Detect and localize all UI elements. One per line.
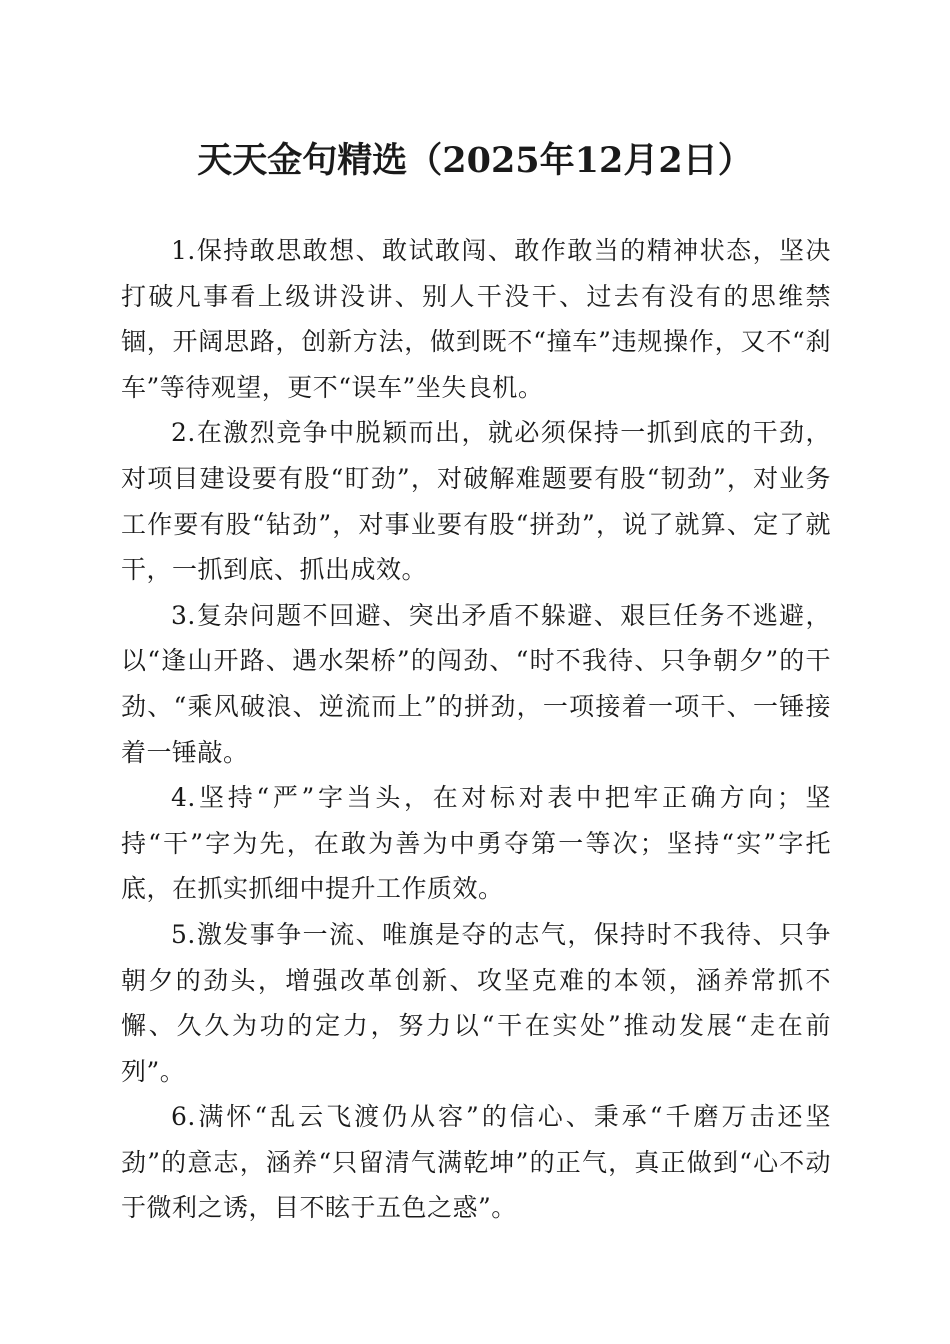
paragraph-1: 1.保持敢思敢想、敢试敢闯、敢作敢当的精神状态，坚决打破凡事看上级讲没讲、别人干没干、过去有没有的思维禁锢，开阔思路，创新方法，做到既不“撞车”违规操作，又不“刹车”等待观望，更不“误车”坐失良机。 [121,236,831,402]
paragraph-3: 3.复杂问题不回避、突出矛盾不躲避、艰巨任务不逃避，以“逢山开路、遇水架桥”的闯劲、“时不我待、只争朝夕”的干劲、“乘风破浪、逆流而上”的拼劲，一项接着一项干、一锤接着一锤敲。 [121,600,831,767]
document-body [121,228,831,1231]
paragraph-2: 2.在激烈竞争中脱颖而出，就必须保持一抓到底的干劲，对项目建设要有股“盯劲”，对破解难题要有股“韧劲”，对业务工作要有股“钻劲”，对事业要有股“拼劲”，说了就算、定了就干，一抓到底、抓出成效。 [121,418,831,585]
paragraph-4: 4.坚持“严”字当头，在对标对表中把牢正确方向；坚持“干”字为先，在敢为善为中勇夺第一等次；坚持“实”字托底，在抓实抓细中提升工作质效。 [121,783,831,904]
paragraph-5: 5.激发事争一流、唯旗是夺的志气，保持时不我待、只争朝夕的劲头，增强改革创新、攻坚克难的本领，涵养常抓不懈、久久为功的定力，努力以“干在实处”推动发展“走在前列”。 [121,919,831,1086]
paragraph-6: 6.满怀“乱云飞渡仍从容”的信心、秉承“千磨万击还坚劲”的意志，涵养“只留清气满乾坤”的正气，真正做到“心不动于微利之诱，目不眩于五色之惑”。 [121,1102,831,1223]
document-title: 天天金句精选（2025年12月2日） [197,140,753,181]
